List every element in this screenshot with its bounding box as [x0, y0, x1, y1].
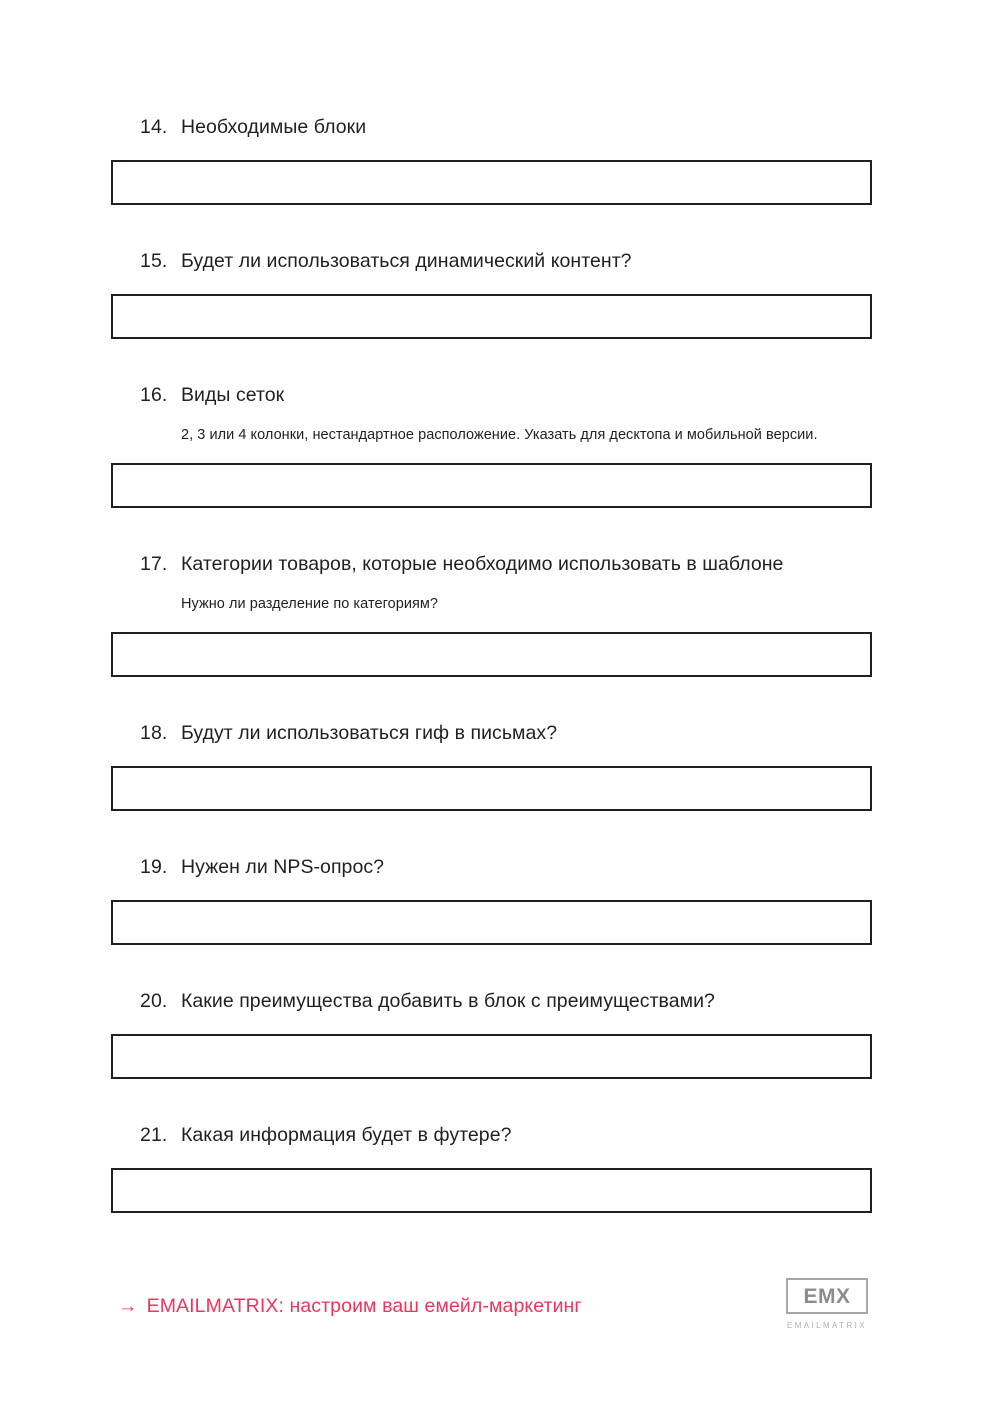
question-number: 20. [140, 990, 168, 1012]
spacer [0, 276, 1000, 294]
question-description: 2, 3 или 4 колонки, нестандартное расположение. Указать для десктопа и мобильной версии. [181, 427, 818, 443]
spacer [0, 1016, 1000, 1034]
logo-mark-box [786, 1278, 868, 1314]
question-text: Нужен ли NPS-опрос? [181, 856, 385, 878]
spacer [0, 142, 1000, 160]
question-text: Какие преимущества добавить в блок с преимуществами? [181, 990, 715, 1012]
answer-input[interactable] [111, 1168, 872, 1213]
answer-input[interactable] [111, 463, 872, 508]
question-heading [0, 112, 1000, 142]
footer-tagline [118, 1293, 582, 1319]
question-text: Виды сеток [181, 384, 285, 406]
spacer [0, 811, 1000, 852]
question-item [0, 246, 1000, 380]
question-number: 16. [140, 384, 168, 406]
spacer [0, 1079, 1000, 1120]
question-item [0, 549, 1000, 718]
question-heading [0, 246, 1000, 276]
page-footer [0, 1270, 1000, 1360]
question-text: Будут ли использоваться гиф в письмах? [181, 722, 558, 744]
question-text: Категории товаров, которые необходимо использовать в шаблоне [181, 553, 784, 575]
question-item [0, 112, 1000, 246]
spacer [0, 882, 1000, 900]
question-heading [0, 380, 1000, 410]
question-number: 18. [140, 722, 168, 744]
question-number: 17. [140, 553, 168, 575]
logo-mark-text: EMX [803, 1284, 851, 1308]
answer-input[interactable] [111, 900, 872, 945]
question-number: 21. [140, 1124, 168, 1146]
question-heading [0, 852, 1000, 882]
question-description: Нужно ли разделение по категориям? [181, 596, 439, 612]
spacer [0, 677, 1000, 718]
question-item [0, 986, 1000, 1120]
arrow-right-icon: → [118, 1295, 138, 1317]
question-item [0, 718, 1000, 852]
spacer [0, 339, 1000, 380]
question-text: Необходимые блоки [181, 116, 367, 138]
question-heading [0, 1120, 1000, 1150]
question-text: Будет ли использоваться динамический контент? [181, 250, 632, 272]
question-number: 19. [140, 856, 168, 878]
logo-wordmark: EMAILMATRIX [786, 1321, 868, 1330]
question-item [0, 852, 1000, 986]
question-item [0, 1120, 1000, 1213]
answer-input[interactable] [111, 1034, 872, 1079]
answer-input[interactable] [111, 766, 872, 811]
emailmatrix-logo [778, 1278, 876, 1331]
spacer [0, 410, 1000, 424]
question-list [0, 112, 1000, 1213]
answer-input[interactable] [111, 294, 872, 339]
spacer [0, 579, 1000, 593]
spacer [0, 508, 1000, 549]
question-text: Какая информация будет в футере? [181, 1124, 512, 1146]
question-number: 15. [140, 250, 168, 272]
question-heading [0, 986, 1000, 1016]
answer-input[interactable] [111, 632, 872, 677]
question-item [0, 380, 1000, 549]
spacer [0, 447, 1000, 463]
spacer [0, 945, 1000, 986]
answer-input[interactable] [111, 160, 872, 205]
spacer [0, 205, 1000, 246]
question-number: 14. [140, 116, 168, 138]
question-heading [0, 549, 1000, 579]
spacer [0, 616, 1000, 632]
spacer [0, 1150, 1000, 1168]
question-heading [0, 718, 1000, 748]
footer-tagline-text: EMAILMATRIX: настроим ваш емейл-маркетинг [146, 1295, 582, 1317]
spacer [0, 748, 1000, 766]
